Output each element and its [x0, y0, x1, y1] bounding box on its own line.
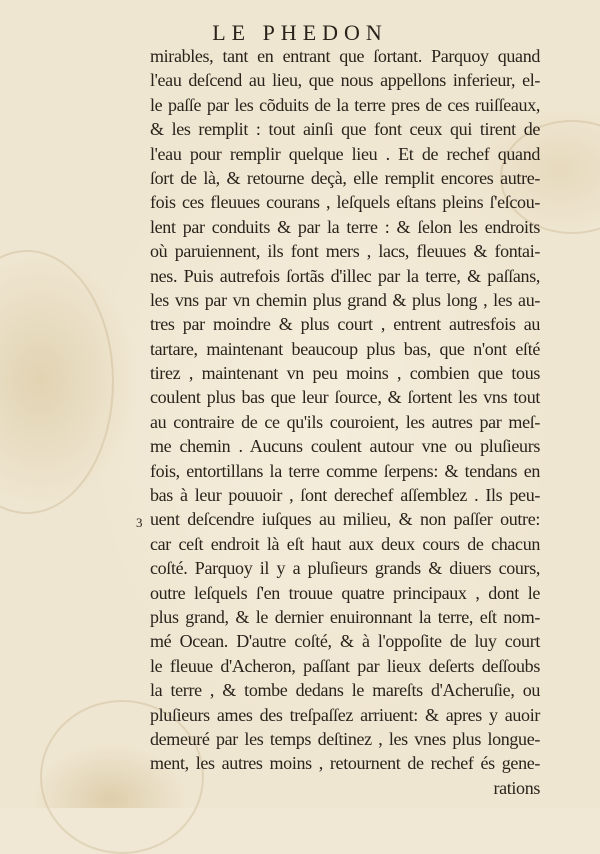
- text-line: tartare, maintenant beaucoup plus bas, que n'ont eſté: [150, 338, 540, 359]
- text-line: nes. Puis autrefois ſortãs d'illec par la terre, & paſſans,: [150, 265, 540, 286]
- running-head: LE PHEDON: [212, 20, 388, 45]
- text-line: l'eau pour remplir quelque lieu . Et de rechef quand: [150, 143, 540, 164]
- text-line: rations: [493, 777, 540, 798]
- text-line: plus grand, & le dernier enuironnant la terre, eſt nom-: [150, 606, 540, 627]
- text-line: la terre , & tombe dedans le mareſts d'Acheruſie, ou: [150, 680, 540, 701]
- text-line: me chemin . Aucuns coulent autour vne ou pluſieurs: [150, 436, 540, 457]
- text-line: demeuré par les temps deſtinez , les vnes plus longue-: [150, 728, 540, 749]
- text-line: l'eau deſcend au lieu, que nous appellons inferieur, el-: [150, 70, 540, 91]
- text-line: ſort de là, & retourne deçà, elle remplit encores autre-: [150, 167, 540, 188]
- body-text: [150, 44, 540, 800]
- text-line: coulent plus bas que leur ſource, & ſortent les vns tout: [150, 387, 540, 408]
- text-line: uent deſcendre iuſques au milieu, & non paſſer outre:: [150, 509, 540, 530]
- text-line: les vns par vn chemin plus grand & plus long , les au-: [150, 289, 540, 310]
- text-line: coſté. Parquoy il y a pluſieurs grands & diuers cours,: [150, 558, 540, 579]
- text-line: lent par conduits & par la terre : & ſelon les endroits: [150, 216, 540, 237]
- text-line: fois, entortillans la terre comme ſerpens: & tendans en: [150, 460, 540, 481]
- text-line: mirables, tant en entrant que ſortant. Parquoy quand: [150, 46, 540, 66]
- text-line: pluſieurs ames des treſpaſſez arriuent: & apres y auoir: [150, 704, 540, 725]
- text-line: fois ces fleuues courans , leſquels eſtans pleins ſ'eſcou-: [150, 192, 540, 213]
- water-stain: [0, 250, 114, 514]
- text-line: outre leſquels ſ'en trouue quatre principaux , dont le: [150, 582, 540, 603]
- text-line: tres par moindre & plus court , entrent autresfois au: [150, 314, 540, 335]
- text-line: ment, les autres moins , retournent de rechef és gene-: [150, 753, 540, 774]
- text-line: car ceſt endroit là eſt haut aux deux cours de chacun: [150, 533, 540, 554]
- text-line: le paſſe par les cõduits de la terre pres de ces ruiſſeaux,: [150, 94, 540, 115]
- text-line: mé Ocean. D'autre coſté, & à l'oppoſite de luy court: [150, 631, 540, 652]
- text-line: tirez , maintenant vn peu moins , combien que tous: [150, 363, 540, 384]
- text-line: au contraire de ce qu'ils couroient, les autres par meſ-: [150, 411, 540, 432]
- text-line: le fleuue d'Acheron, paſſant par lieux deſerts deſſoubs: [150, 655, 540, 676]
- text-line: où paruiennent, ils font mers , lacs, fleuues & fontai-: [150, 241, 540, 262]
- margin-note: 3: [136, 515, 143, 530]
- text-line: bas à leur pouuoir , ſont derechef aſſemblez . Ils peu-: [150, 485, 540, 506]
- text-line: & les remplit : tout ainſi que font ceux qui tirent de: [150, 119, 540, 140]
